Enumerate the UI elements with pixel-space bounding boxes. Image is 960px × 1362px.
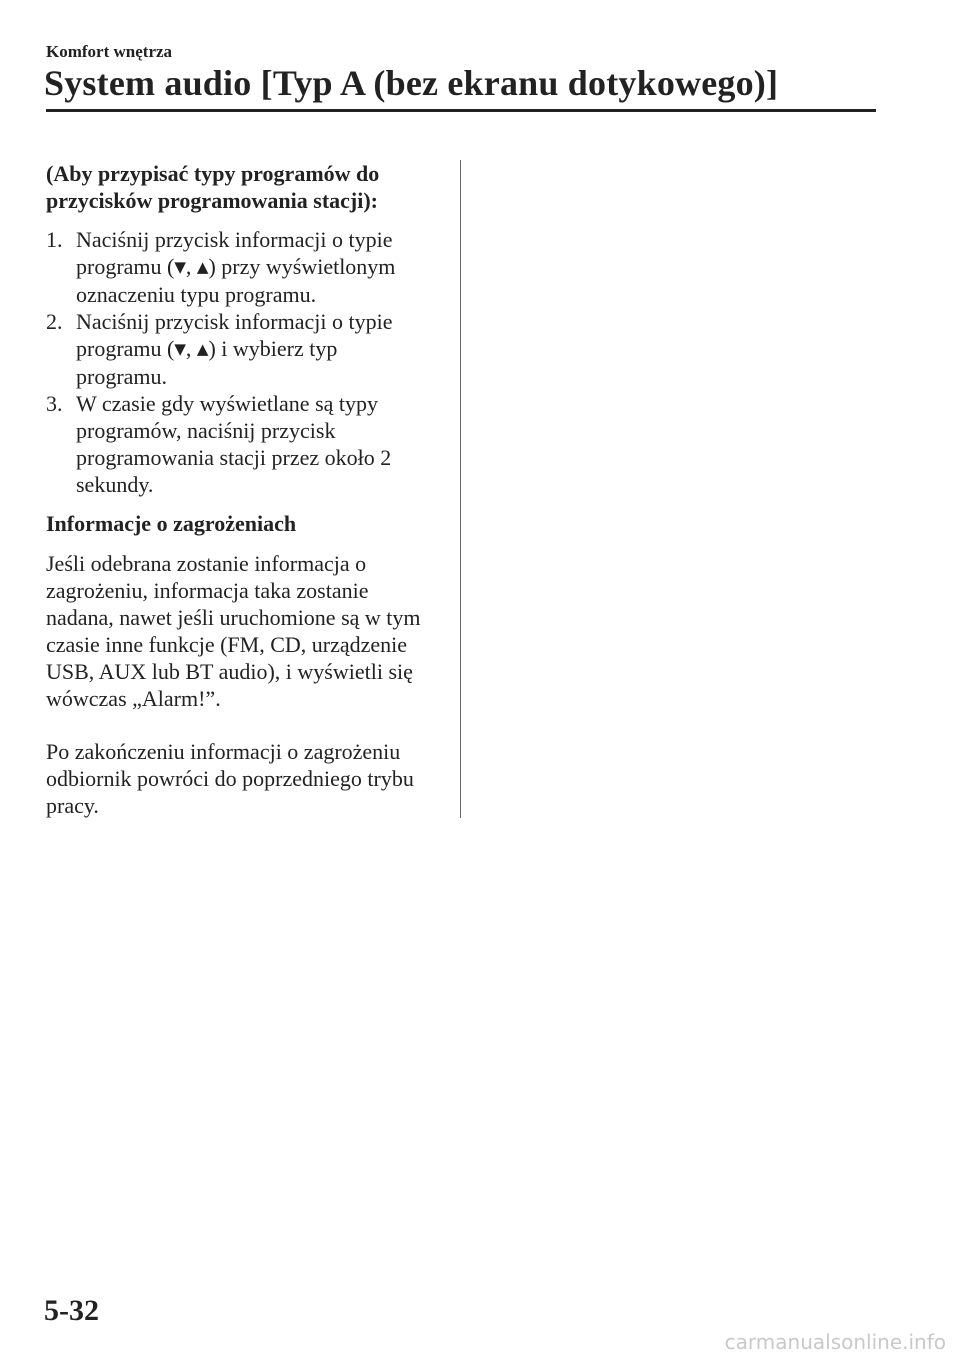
step-line: programu ( <box>76 254 175 279</box>
down-triangle-icon: ▼ <box>174 340 186 358</box>
step-3 <box>46 390 446 498</box>
page-title: System audio [Typ A (bez ekranu dotykowego)] <box>44 63 779 103</box>
step-text <box>76 308 446 390</box>
page-number: 5-32 <box>44 1294 99 1327</box>
step-line: programu. <box>76 364 168 389</box>
step-number: 1. <box>46 227 63 252</box>
paragraph-line: nadana, nawet jeśli uruchomione są w tym <box>46 605 421 630</box>
step-line: programowania stacji przez około 2 <box>76 445 392 470</box>
alerts-paragraph-2 <box>46 738 446 819</box>
down-triangle-icon: ▼ <box>174 258 186 276</box>
paragraph-line: odbiornik powróci do poprzedniego trybu <box>46 766 414 791</box>
step-2 <box>46 308 446 390</box>
paragraph-line: Jeśli odebrana zostanie informacja o <box>46 551 367 576</box>
step-line: sekundy. <box>76 472 154 497</box>
step-text <box>76 226 446 308</box>
step-number: 2. <box>46 309 63 334</box>
step-line: W czasie gdy wyświetlane są typy <box>76 391 379 416</box>
up-triangle-icon: ▲ <box>196 258 209 276</box>
assign-heading-line2: przycisków programowania stacji): <box>46 188 378 213</box>
steps-list <box>46 226 446 498</box>
step-line: Naciśnij przycisk informacji o typie <box>76 309 393 334</box>
up-triangle-icon: ▲ <box>196 340 209 358</box>
step-number: 3. <box>46 391 63 416</box>
step-line: programu ( <box>76 336 175 361</box>
section-label: Komfort wnętrza <box>46 42 173 61</box>
alerts-heading: Informacje o zagrożeniach <box>46 511 297 536</box>
step-line: ) przy wyświetlonym <box>208 254 396 279</box>
step-separator: , <box>185 254 197 279</box>
watermark-text: carmanualsonline.info <box>724 1330 946 1354</box>
paragraph-line: wówczas „Alarm!”. <box>46 686 221 711</box>
title-rule <box>46 109 876 112</box>
alerts-paragraph-1 <box>46 550 446 712</box>
paragraph-line: pracy. <box>46 793 99 818</box>
left-column <box>46 160 446 845</box>
column-divider <box>460 160 461 818</box>
step-line: programów, naciśnij przycisk <box>76 418 336 443</box>
step-separator: , <box>185 336 197 361</box>
assign-heading <box>46 160 446 214</box>
paragraph-line: czasie inne funkcje (FM, CD, urządzenie <box>46 632 408 657</box>
paragraph-line: Po zakończeniu informacji o zagrożeniu <box>46 739 401 764</box>
paragraph-line: USB, AUX lub BT audio), i wyświetli się <box>46 659 413 684</box>
assign-heading-line1: (Aby przypisać typy programów do <box>46 161 380 186</box>
step-line: oznaczeniu typu programu. <box>76 282 317 307</box>
step-1 <box>46 226 446 308</box>
step-line: ) i wybierz typ <box>208 336 338 361</box>
paragraph-line: zagrożeniu, informacja taka zostanie <box>46 578 369 603</box>
step-line: Naciśnij przycisk informacji o typie <box>76 227 393 252</box>
step-text <box>76 390 446 498</box>
